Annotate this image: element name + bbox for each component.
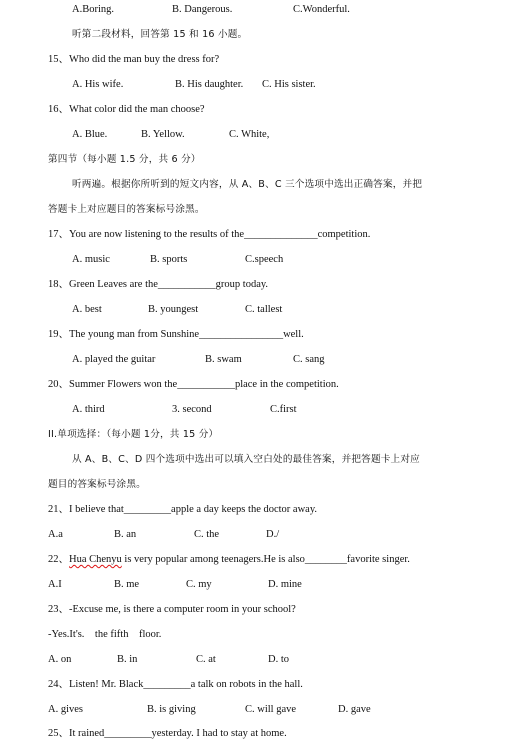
option-a: A. Blue. xyxy=(72,129,108,140)
question-stem: 18、Green Leaves are the___________group today. xyxy=(48,279,269,290)
question-15 xyxy=(0,51,511,69)
option-a: A. best xyxy=(72,304,102,315)
instruction-text: 从 A、B、C、D 四个选项中选出可以填入空白处的最佳答案，并把答题卡上对应 xyxy=(72,454,420,465)
question-16 xyxy=(0,101,511,119)
option-c: C. the xyxy=(194,529,220,540)
q14-options xyxy=(0,1,511,19)
option-c: C. sang xyxy=(293,354,325,365)
question-17 xyxy=(0,226,511,244)
q23-options xyxy=(0,651,511,669)
option-c: C. my xyxy=(186,579,212,590)
question-24 xyxy=(0,676,511,694)
option-a: A.Boring. xyxy=(72,4,114,15)
option-a: A. gives xyxy=(48,704,83,715)
option-b: B. in xyxy=(117,654,138,665)
option-b: B. me xyxy=(114,579,140,590)
part-2-heading xyxy=(0,426,511,444)
option-b: B. is giving xyxy=(147,704,196,715)
question-number: 22、 xyxy=(48,554,69,565)
question-stem: 15、Who did the man buy the dress for? xyxy=(48,54,220,65)
question-21 xyxy=(0,501,511,519)
option-a: A. third xyxy=(72,404,105,415)
q19-options xyxy=(0,351,511,369)
question-stem: 21、I believe that_________apple a day keeps the doctor away. xyxy=(48,504,318,515)
q23-reply xyxy=(0,626,511,644)
option-b: B. His daughter. xyxy=(175,79,244,90)
option-c: C. tallest xyxy=(245,304,283,315)
q16-options xyxy=(0,126,511,144)
listening-intro-2 xyxy=(0,26,511,44)
question-stem: 24、Listen! Mr. Black_________a talk on robots in the hall. xyxy=(48,679,303,690)
section-title: 第四节（每小题 1.5 分，共 6 分） xyxy=(48,154,201,165)
instruction-text: 答题卡上对应题目的答案标号涂黑。 xyxy=(48,204,205,215)
question-18 xyxy=(0,276,511,294)
option-a: A. His wife. xyxy=(72,79,124,90)
intro-text: 听第二段材料，回答第 15 和 16 小题。 xyxy=(72,29,248,40)
question-stem: 17、You are now listening to the results of the______________competition. xyxy=(48,229,371,240)
option-b: 3. second xyxy=(172,404,212,415)
question-25 xyxy=(0,725,511,743)
part-2-instructions-cont xyxy=(0,476,511,494)
question-stem xyxy=(48,551,410,569)
option-c: C. will gave xyxy=(245,704,297,715)
option-a: A.a xyxy=(48,529,63,540)
option-b: B. youngest xyxy=(148,304,199,315)
option-c: C.first xyxy=(270,404,297,415)
q17-options xyxy=(0,251,511,269)
q22-options xyxy=(0,576,511,594)
option-b: B. Dangerous. xyxy=(172,4,233,15)
option-b: B. Yellow. xyxy=(141,129,185,140)
name-with-spellcheck-underline: Hua Chenyu xyxy=(69,554,122,565)
section-4-instructions-cont xyxy=(0,201,511,219)
option-c: C. His sister. xyxy=(262,79,316,90)
option-a: A. music xyxy=(72,254,110,265)
q18-options xyxy=(0,301,511,319)
option-b: B. an xyxy=(114,529,137,540)
section-4-heading xyxy=(0,151,511,169)
option-d: D./ xyxy=(266,529,280,540)
q15-options xyxy=(0,76,511,94)
q24-options xyxy=(0,701,511,719)
question-stem-rest: is very popular among teenagers.He is also________favorite singer. xyxy=(121,554,410,565)
question-stem: 23、-Excuse me, is there a computer room in your school? xyxy=(48,604,296,615)
question-23 xyxy=(0,601,511,619)
q21-options xyxy=(0,526,511,544)
question-stem: 16、What color did the man choose? xyxy=(48,104,205,115)
part-2-instructions xyxy=(0,451,511,469)
instruction-text: 听两遍。根据你所听到的短文内容，从 A、B、C 三个选项中选出正确答案，并把 xyxy=(72,179,423,190)
section-4-instructions xyxy=(0,176,511,194)
option-c: C. at xyxy=(196,654,216,665)
question-stem: 20、Summer Flowers won the___________place in the competition. xyxy=(48,379,339,390)
question-19 xyxy=(0,326,511,344)
option-d: D. mine xyxy=(268,579,302,590)
option-b: B. sports xyxy=(150,254,188,265)
q20-options xyxy=(0,401,511,419)
question-stem: 25、It rained_________yesterday. I had to stay at home. xyxy=(48,728,287,739)
option-a: A. on xyxy=(48,654,72,665)
question-20 xyxy=(0,376,511,394)
option-c: C.speech xyxy=(245,254,284,265)
option-a: A.I xyxy=(48,579,62,590)
question-22 xyxy=(0,551,511,569)
option-a: A. played the guitar xyxy=(72,354,156,365)
option-d: D. to xyxy=(268,654,289,665)
section-title: II.单项选择：（每小题 1分，共 15 分） xyxy=(48,429,219,440)
option-b: B. swam xyxy=(205,354,242,365)
reply-text: -Yes.It's. the fifth floor. xyxy=(48,629,162,640)
option-c: C. White, xyxy=(229,129,270,140)
option-c: C.Wonderful. xyxy=(293,4,350,15)
question-stem: 19、The young man from Sunshine________________well. xyxy=(48,329,304,340)
instruction-text: 题目的答案标号涂黑。 xyxy=(48,479,146,490)
option-d: D. gave xyxy=(338,704,371,715)
